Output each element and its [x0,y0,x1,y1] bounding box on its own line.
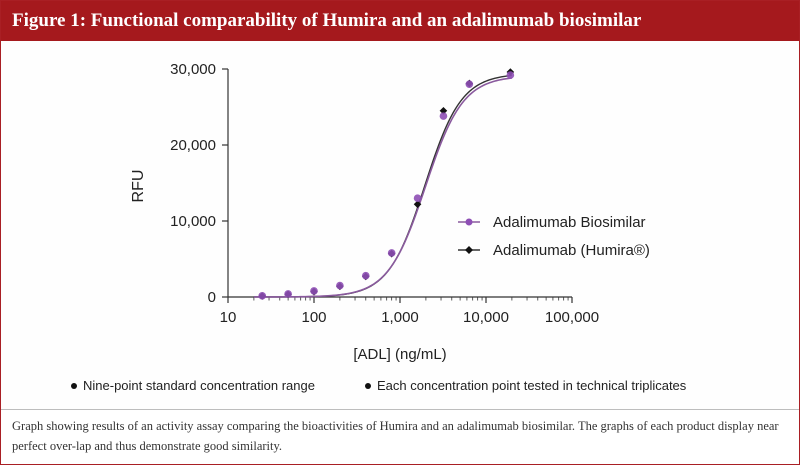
legend-label-humira: Adalimumab (Humira®) [493,242,650,259]
biosimilar-fit-curve [254,78,512,297]
x-tick-label: 1,000 [381,309,419,326]
data-points [258,68,514,300]
footnote-2: Each concentration point tested in technical triplicates [377,378,687,393]
chart-area [1,41,799,409]
footnote-bullet-2 [365,383,371,389]
legend-marker-humira [465,246,473,254]
footnote-bullet-1 [71,383,77,389]
axis-ticks [170,61,599,326]
chart-svg [1,41,799,409]
biosimilar-point [414,194,422,202]
y-tick-label: 0 [207,289,216,306]
legend-marker-biosimilar [466,219,473,226]
humira-fit-curve [254,75,512,297]
caption-divider [1,409,799,410]
biosimilar-point [336,282,344,290]
x-tick-label: 10 [219,309,237,326]
biosimilar-point [284,290,292,298]
biosimilar-point [310,287,318,295]
chart-axes [228,69,572,297]
footnote-1: Nine-point standard concentration range [83,378,315,393]
fit-curve-layer [254,75,512,297]
x-tick-label: 10,000 [463,309,509,326]
biosimilar-point [440,112,448,120]
legend-label-biosimilar: Adalimumab Biosimilar [493,214,646,231]
y-tick-label: 10,000 [170,213,216,230]
figure-caption: Graph showing results of an activity assay comparing the bioactivities of Humira and an adalimumab biosimilar. The graphs of each product display near perfect over-lap and thus demonstrate good similarity. [12,419,779,453]
y-axis-label: RFU [130,169,147,203]
biosimilar-point [466,80,474,88]
y-tick-label: 20,000 [170,137,216,154]
biosimilar-point [258,292,266,300]
legend [458,214,650,259]
x-axis-label: [ADL] (ng/mL) [353,346,447,363]
biosimilar-point [388,249,396,257]
biosimilar-point [507,71,515,79]
figure-title: Figure 1: Functional comparability of Humira and an adalimumab biosimilar [1,1,799,41]
x-tick-label: 100,000 [544,309,600,326]
biosimilar-point [362,272,370,280]
x-tick-label: 100 [301,309,327,326]
footnotes [71,378,687,393]
y-tick-label: 30,000 [170,61,216,78]
